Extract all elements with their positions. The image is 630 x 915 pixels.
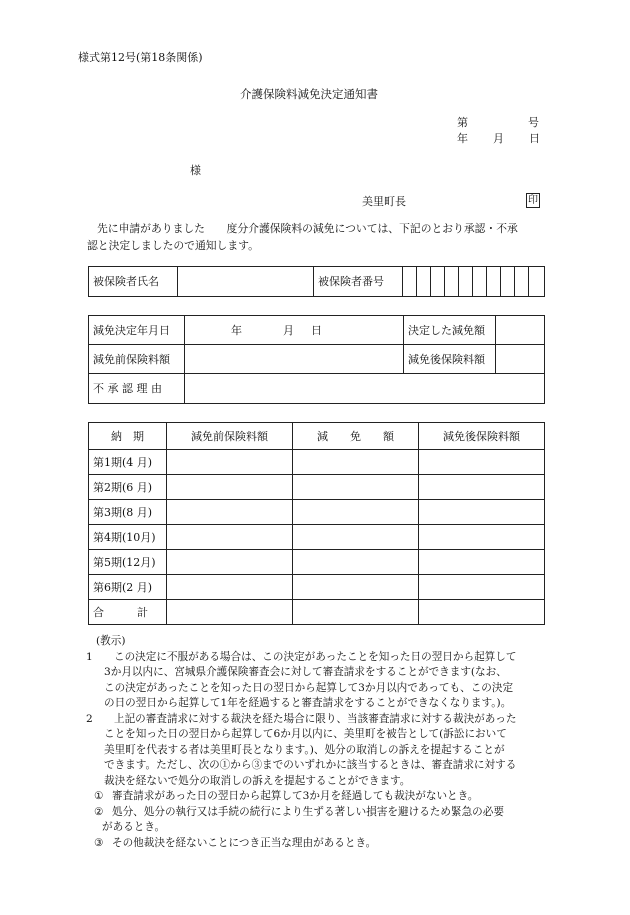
insured-number-label: 被保険者番号 <box>314 267 403 297</box>
insured-number-digit <box>501 267 515 297</box>
insured-name-value <box>178 267 314 297</box>
insured-number-digit <box>529 267 545 297</box>
note-1-line: この決定があったことを知った日の翌日から起算して3か月以内であっても、この決定 <box>104 681 514 694</box>
label-year: 年 <box>457 132 468 145</box>
insured-number-digit <box>445 267 459 297</box>
period-label: 第1期(4 月) <box>89 450 167 475</box>
after-premium-value <box>496 345 545 374</box>
note-item-2-line: があるとき。 <box>102 821 166 833</box>
intro-line-2: 認と決定しましたので通知します。 <box>87 239 259 252</box>
addressee-sama: 様 <box>190 164 201 177</box>
table-row <box>89 550 545 575</box>
table-row <box>89 450 545 475</box>
reject-reason-value <box>185 374 545 404</box>
note-2-number: 2 <box>86 712 93 725</box>
note-2-line: 美里町を代表する者は美里町長となります。)、処分の取消しの訴えを提起することが <box>104 743 505 756</box>
before-premium-label: 減免前保険料額 <box>89 345 185 374</box>
before-premium-value <box>185 345 404 374</box>
decided-amount-value <box>496 316 545 345</box>
decision-date-day: 日 <box>311 324 322 337</box>
note-item-1-line: 審査請求があった日の翌日から起算して3か月を経過しても裁決がないとき。 <box>112 790 479 802</box>
total-label: 合 計 <box>89 600 167 625</box>
insured-number-digit <box>487 267 501 297</box>
note-1-line: この決定に不服がある場合は、この決定があったことを知った日の翌日から起算して <box>114 650 517 663</box>
note-item-2-line: 処分、処分の執行又は手続の続行により生ずる著しい損害を避けるため緊急の必要 <box>112 805 504 818</box>
period-label: 第5期(12月) <box>89 550 167 575</box>
period-label: 第4期(10月) <box>89 525 167 550</box>
insured-number-digit <box>403 267 417 297</box>
note-item-1 <box>78 789 558 805</box>
note-item-2 <box>78 805 558 836</box>
table-row <box>89 475 545 500</box>
note-item-3-line: その他裁決を経ないことにつき正当な理由があるとき。 <box>112 836 377 849</box>
document-title: 介護保険料減免決定通知書 <box>240 87 378 101</box>
decision-date-label: 減免決定年月日 <box>89 316 185 345</box>
decision-table <box>88 315 545 404</box>
period-header-reduction: 減 免 額 <box>293 423 419 450</box>
period-label: 第3期(8 月) <box>89 500 167 525</box>
instruction-notes <box>78 634 558 851</box>
label-go: 号 <box>528 116 539 129</box>
label-dai: 第 <box>457 116 468 129</box>
note-item-3-number: ③ <box>94 836 104 849</box>
issuer-name: 美里町長 <box>362 195 406 208</box>
note-2-line: 裁決を経ないで処分の取消しの訴えを提起することができます。 <box>104 774 411 787</box>
note-item-2-number: ② <box>94 805 104 818</box>
note-item-3 <box>78 836 558 852</box>
form-number: 様式第12号(第18条関係) <box>78 51 203 64</box>
notes-heading: (教示) <box>96 635 126 647</box>
period-label: 第6期(2 月) <box>89 575 167 600</box>
insured-number-digit <box>431 267 445 297</box>
note-1-number: 1 <box>86 650 93 663</box>
note-2-line: 上記の審査請求に対する裁決を経た場合に限り、当該審査請求に対する裁決があった <box>114 712 517 725</box>
table-row <box>89 525 545 550</box>
intro-line-1: 先に申請がありました 度分介護保険料の減免については、下記のとおり承認・不承 <box>97 222 518 235</box>
insured-number-digit <box>459 267 473 297</box>
note-2-line: ことを知った日の翌日から起算して6か月以内に、美里町を被告として(訴訟において <box>104 728 507 740</box>
total-row <box>89 600 545 625</box>
note-item-1-number: ① <box>94 790 104 802</box>
decided-amount-label: 決定した減免額 <box>404 316 496 345</box>
after-premium-label: 減免後保険料額 <box>404 345 496 374</box>
period-header-before: 減免前保険料額 <box>167 423 293 450</box>
period-label: 第2期(6 月) <box>89 475 167 500</box>
period-header-after: 減免後保険料額 <box>419 423 545 450</box>
period-header-term: 納 期 <box>89 423 167 450</box>
insured-number-digit <box>417 267 431 297</box>
note-1-line: の日の翌日から起算して1年を経過すると審査請求をすることができなくなります。)。 <box>104 697 512 709</box>
note-2 <box>78 712 558 790</box>
table-row <box>89 500 545 525</box>
reject-reason-label: 不 承 認 理 由 <box>89 374 185 404</box>
insured-table <box>88 266 545 297</box>
decision-date-year: 年 <box>231 324 242 337</box>
insured-number-digit <box>515 267 529 297</box>
seal-mark: 印 <box>528 195 538 206</box>
period-table <box>88 422 545 625</box>
note-1 <box>78 650 558 712</box>
insured-number-digit <box>473 267 487 297</box>
decision-date-month: 月 <box>283 324 294 337</box>
label-day: 日 <box>529 132 540 145</box>
period-header-row <box>89 423 545 450</box>
note-1-line: 3か月以内に、宮城県介護保険審査会に対して審査請求をすることができます(なお、 <box>104 666 507 678</box>
table-row <box>89 575 545 600</box>
note-2-line: できます。ただし、次の①から③までのいずれかに該当するときは、審査請求に対する <box>104 759 517 771</box>
decision-date-value <box>185 316 404 345</box>
insured-name-label: 被保険者氏名 <box>89 267 178 297</box>
label-month: 月 <box>493 132 504 145</box>
